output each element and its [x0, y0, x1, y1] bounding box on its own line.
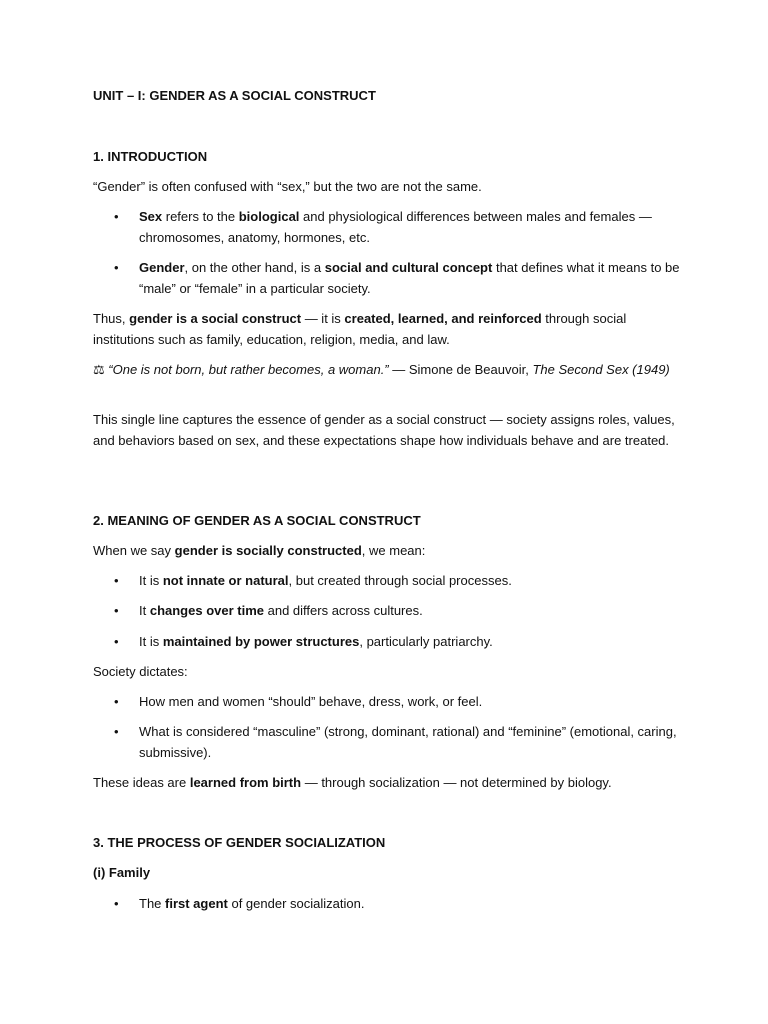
text: , we mean:: [361, 543, 426, 558]
text: , but created through social processes.: [288, 573, 512, 588]
text: and physiological differences between males and females — chromosomes, anatomy, hormones, etc.: [139, 209, 652, 245]
quote-attribution: — Simone de Beauvoir,: [388, 362, 533, 377]
bullet-sex: [139, 206, 684, 248]
intro-paragraph: “Gender” is often confused with “sex,” but the two are not the same.: [93, 179, 482, 194]
text: When we say: [93, 543, 175, 558]
meaning-lead: [93, 540, 683, 561]
emphasis: changes over time: [149, 603, 264, 618]
text: It: [139, 603, 150, 618]
emphasis: biological: [238, 209, 300, 224]
subheading-family: (i) Family: [93, 865, 151, 880]
book-title: The Second Sex (1949): [532, 362, 670, 377]
bullet-first-agent: [139, 893, 684, 914]
text: It is: [139, 634, 163, 649]
term-gender: Gender: [139, 260, 185, 275]
quote-paragraph: [93, 359, 683, 380]
bullet-marker: •: [114, 209, 119, 224]
bullet-marker: •: [114, 260, 119, 275]
bullet-gender: [139, 257, 684, 299]
dictates-label: Society dictates:: [93, 664, 188, 679]
scales-icon: ⚖: [93, 362, 105, 377]
text: The: [139, 896, 166, 911]
section-1-heading: 1. INTRODUCTION: [93, 149, 208, 164]
emphasis: gender is socially constructed: [174, 543, 362, 558]
text: It is: [139, 573, 163, 588]
text: and differs across cultures.: [264, 603, 423, 618]
closing-paragraph: [93, 772, 683, 793]
bullet-behave: How men and women “should” behave, dress, work, or feel.: [139, 694, 483, 709]
emphasis: social and cultural concept: [324, 260, 493, 275]
section-3-heading: 3. THE PROCESS OF GENDER SOCIALIZATION: [93, 835, 386, 850]
text: These ideas are: [93, 775, 190, 790]
thus-paragraph: [93, 308, 683, 350]
text: , on the other hand, is a: [184, 260, 325, 275]
bullet-marker: •: [114, 603, 119, 618]
bullet-marker: •: [114, 896, 119, 911]
emphasis: not innate or natural: [162, 573, 289, 588]
text: — through socialization — not determined by biology.: [301, 775, 612, 790]
emphasis: first agent: [165, 896, 228, 911]
bullet-masculine-feminine: What is considered “masculine” (strong, dominant, rational) and “feminine” (emotional, caring, submissive).: [139, 724, 677, 760]
text: that defines what it means to be “male” or “female” in a particular society.: [139, 260, 680, 296]
emphasis: learned from birth: [189, 775, 302, 790]
text: refers to the: [162, 209, 239, 224]
bullet-power: [139, 631, 684, 652]
text: through social institutions such as family, education, religion, media, and law.: [93, 311, 627, 347]
emphasis: gender is a social construct: [129, 311, 302, 326]
bullet-changes: [139, 600, 684, 621]
text: , particularly patriarchy.: [359, 634, 493, 649]
bullet-marker: •: [114, 694, 119, 709]
section-2-heading: 2. MEANING OF GENDER AS A SOCIAL CONSTRUCT: [93, 513, 421, 528]
bullet-marker: •: [114, 724, 119, 739]
bullet-not-innate: [139, 570, 684, 591]
text: — it is: [301, 311, 345, 326]
text: Thus,: [93, 311, 130, 326]
text: of gender socialization.: [227, 896, 365, 911]
bullet-marker: •: [114, 634, 119, 649]
term-sex: Sex: [139, 209, 163, 224]
emphasis: maintained by power structures: [162, 634, 360, 649]
bullet-marker: •: [114, 573, 119, 588]
emphasis: created, learned, and reinforced: [344, 311, 542, 326]
essence-paragraph: This single line captures the essence of gender as a social construct — society assigns roles, values, and behaviors based on sex, and these expectations shape how individuals behave and are treated.: [93, 412, 675, 448]
unit-title: UNIT – I: GENDER AS A SOCIAL CONSTRUCT: [93, 88, 376, 103]
quote-text: “One is not born, but rather becomes, a woman.”: [108, 362, 389, 377]
